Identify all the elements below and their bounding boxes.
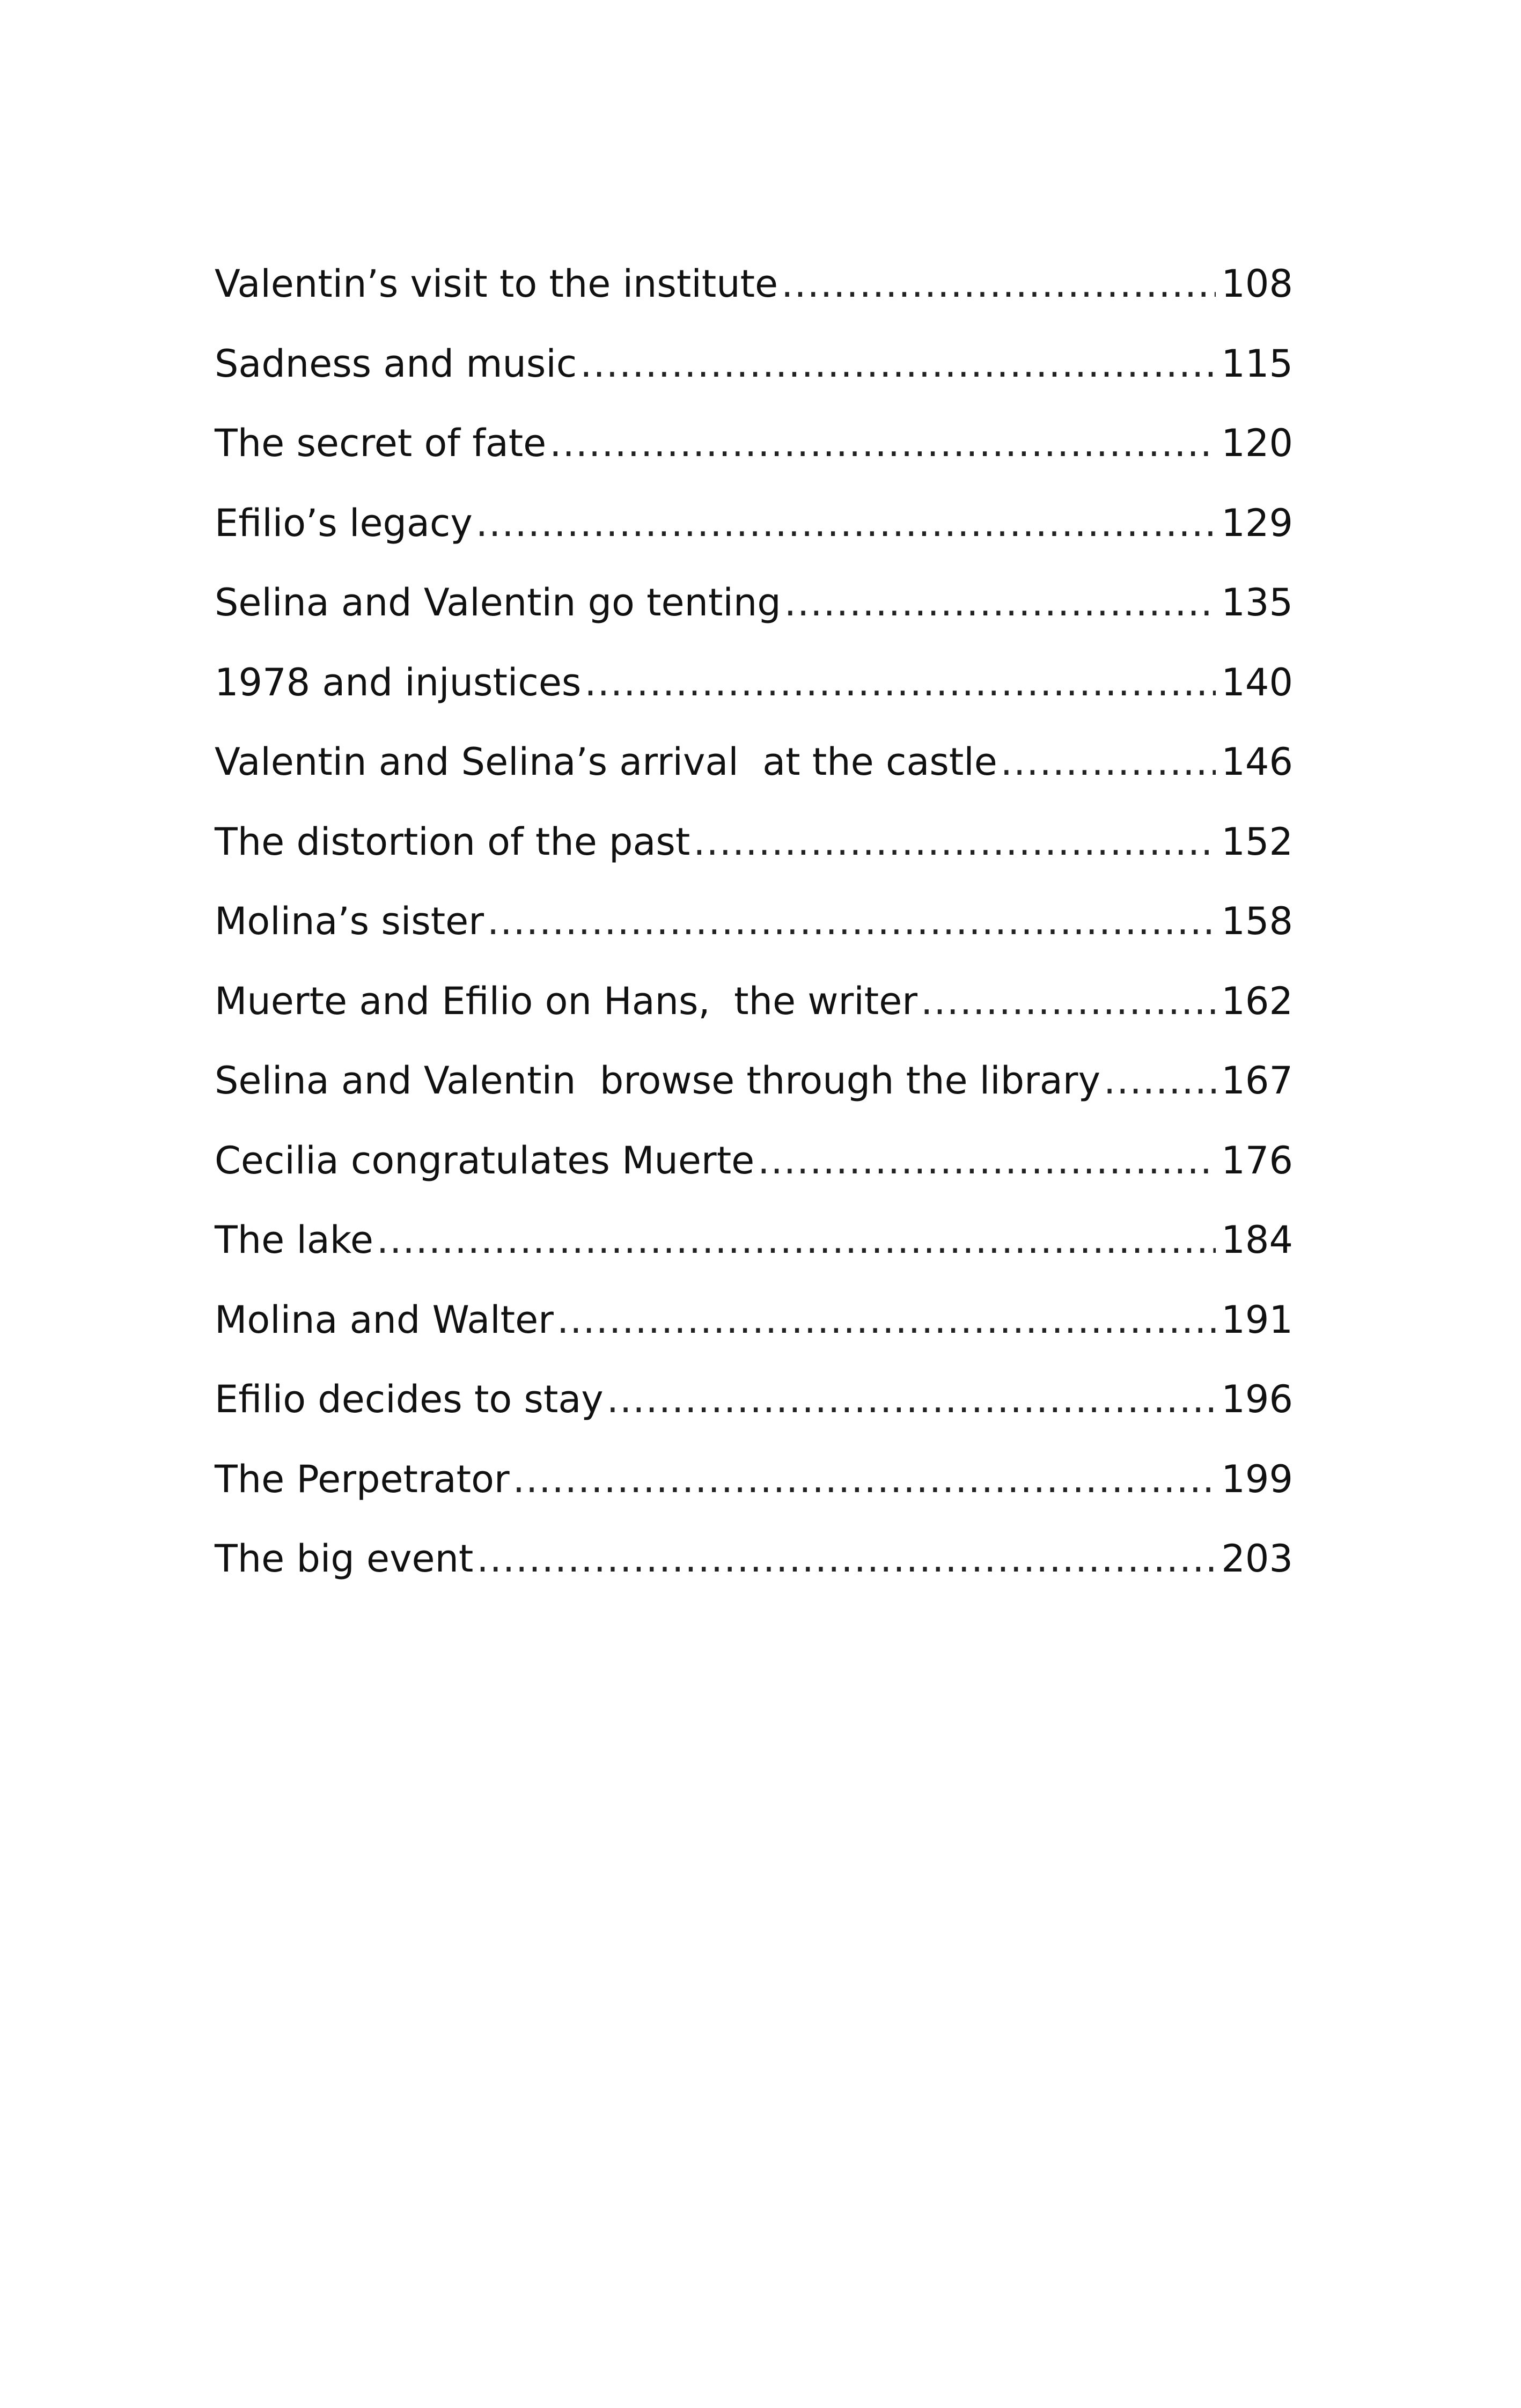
toc-entry-page: 203 (1221, 1537, 1293, 1581)
toc-dot-leader (781, 244, 1216, 324)
toc-entry-page: 146 (1221, 740, 1293, 784)
toc-entry-page: 115 (1221, 341, 1293, 386)
toc-entry-title: Molina and Walter (215, 1297, 554, 1342)
toc-entry (215, 882, 1293, 961)
toc-dot-leader (549, 403, 1216, 483)
toc-entry (215, 1121, 1293, 1201)
toc-entry (215, 563, 1293, 643)
toc-entry-page: 191 (1221, 1297, 1293, 1342)
toc-entry-title: The distortion of the past (215, 819, 690, 864)
toc-entry-page: 167 (1221, 1059, 1293, 1103)
toc-entry-title: Efilio decides to stay (215, 1377, 604, 1421)
toc-dot-leader (1104, 1041, 1216, 1121)
toc-entry (215, 403, 1293, 483)
toc-entry-title: Selina and Valentin go tenting (215, 581, 781, 625)
toc-dot-leader (607, 1360, 1216, 1440)
toc-entry-page: 108 (1221, 262, 1293, 306)
toc-dot-leader (513, 1440, 1216, 1519)
toc-entry-title: The lake (215, 1218, 373, 1262)
toc-entry (215, 1280, 1293, 1360)
toc-entry-page: 129 (1221, 501, 1293, 545)
toc-entry (215, 483, 1293, 563)
toc-entry-title: The secret of fate (215, 421, 547, 465)
toc-dot-leader (693, 802, 1216, 882)
toc-entry-page: 184 (1221, 1218, 1293, 1262)
toc-entry-page: 196 (1221, 1377, 1293, 1421)
toc-dot-leader (476, 1519, 1216, 1599)
toc-entry-title: Selina and Valentin browse through the library (215, 1059, 1101, 1103)
toc-entry-page: 176 (1221, 1138, 1293, 1183)
toc-entry-page: 152 (1221, 819, 1293, 864)
table-of-contents (215, 244, 1293, 1599)
toc-entry-page: 140 (1221, 660, 1293, 704)
toc-entry (215, 1519, 1293, 1599)
toc-entry (215, 722, 1293, 802)
toc-dot-leader (487, 882, 1216, 961)
toc-entry (215, 961, 1293, 1041)
toc-entry-title: Valentin’s visit to the institute (215, 262, 778, 306)
toc-entry-page: 120 (1221, 421, 1293, 465)
toc-entry-title: Valentin and Selina’s arrival at the castle (215, 740, 997, 784)
toc-entry-page: 162 (1221, 979, 1293, 1023)
toc-dot-leader (476, 483, 1216, 563)
toc-entry-title: Molina’s sister (215, 899, 484, 943)
toc-entry-page: 158 (1221, 899, 1293, 943)
toc-entry-title: 1978 and injustices (215, 660, 582, 704)
toc-entry (215, 324, 1293, 404)
toc-dot-leader (758, 1121, 1216, 1201)
toc-entry (215, 244, 1293, 324)
toc-dot-leader (921, 961, 1216, 1041)
toc-dot-leader (557, 1280, 1216, 1360)
toc-entry-title: Muerte and Efilio on Hans, the writer (215, 979, 918, 1023)
toc-entry-page: 199 (1221, 1457, 1293, 1501)
toc-entry-title: Efilio’s legacy (215, 501, 473, 545)
toc-entry (215, 1440, 1293, 1519)
toc-entry (215, 802, 1293, 882)
toc-entry-page: 135 (1221, 581, 1293, 625)
toc-entry-title: Cecilia congratulates Muerte (215, 1138, 755, 1183)
toc-entry-title: The big event (215, 1537, 474, 1581)
toc-dot-leader (784, 563, 1216, 643)
toc-entry (215, 1041, 1293, 1121)
toc-dot-leader (580, 324, 1216, 404)
toc-dot-leader (1001, 722, 1216, 802)
toc-entry (215, 643, 1293, 723)
toc-entry-title: The Perpetrator (215, 1457, 510, 1501)
toc-entry (215, 1360, 1293, 1440)
toc-entry-title: Sadness and music (215, 341, 577, 386)
toc-dot-leader (584, 643, 1216, 723)
toc-entry (215, 1200, 1293, 1280)
toc-dot-leader (377, 1200, 1216, 1280)
